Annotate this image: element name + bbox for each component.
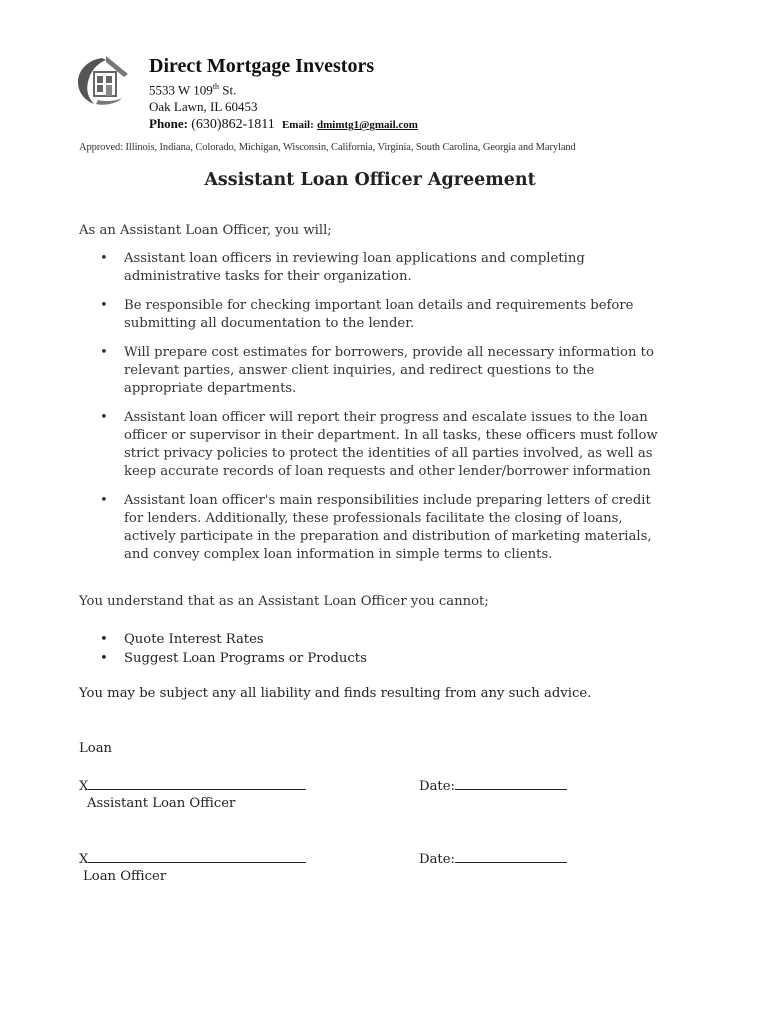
company-name: Direct Mortgage Investors [149,55,375,77]
restriction-text: Suggest Loan Programs or Products [124,651,367,666]
bullet: • [100,298,108,313]
list-item [100,630,367,649]
email-link[interactable]: dmimtg1@gmail.com [317,119,418,132]
list-item [100,297,670,333]
cannot-intro: You understand that as an Assistant Loan Officer you cannot; [79,594,489,609]
signature-x-mark: X [79,779,89,794]
assistant-date-field[interactable] [419,777,567,794]
approved-states: Approved: Illinois, Indiana, Colorado, Michigan, Wisconsin, California, Virginia, South Carolina, Georgia and Maryland [79,142,576,153]
duty-text: Assistant loan officers in reviewing loan applications and completing administrative tasks for their organization. [124,251,585,284]
bullet: • [100,410,108,425]
bullet: • [100,632,108,647]
phone-label: Phone: [149,116,188,132]
date-label: Date: [419,852,455,867]
date-blank[interactable] [455,850,567,863]
list-item [100,344,670,398]
company-city: Oak Lawn, IL 60453 [149,99,258,115]
duty-text: Be responsible for checking important loan details and requirements before submitting all documentation to the lender. [124,298,634,331]
phone-number: (630)862-1811 [191,117,275,133]
document-title: Assistant Loan Officer Agreement [204,170,536,190]
liability-statement: You may be subject any all liability and finds resulting from any such advice. [79,686,592,701]
duties-list [100,250,670,575]
officer-signature-line[interactable] [79,850,306,867]
bullet: • [100,651,108,666]
house-logo-icon [76,50,132,106]
list-item [100,649,367,668]
list-item [100,409,670,481]
date-label: Date: [419,779,455,794]
duty-text: Assistant loan officer will report their progress and escalate issues to the loan officer or supervisor in their department. In all tasks, these officers must follow strict privacy policies to protect the identities of all parties involved, as well as keep accurate records of loan requests and other lender/borrower information [124,410,658,479]
restrictions-list [100,630,367,668]
email-label: Email: [281,119,314,132]
signature-blank[interactable] [88,777,306,790]
address-street-tail: St. [219,82,237,98]
signature-x-mark: X [79,852,89,867]
list-item [100,492,670,564]
company-header [149,54,418,134]
duty-text: Will prepare cost estimates for borrowers, provide all necessary information to relevant parties, answer client inquiries, and redirect questions to the appropriate departments. [124,345,654,396]
officer-role-label: Loan Officer [83,869,167,884]
address-suffix: th [212,82,220,91]
assistant-role-label: Assistant Loan Officer [87,796,236,811]
list-item [100,250,670,286]
bullet: • [100,345,108,360]
duty-text: Assistant loan officer's main responsibilities include preparing letters of credit for lenders. Additionally, these professionals facilitate the closing of loans, actively participate in the preparation and distribution of marketing materials, and convey complex loan information in simple terms to clients. [124,493,652,562]
company-contact [149,115,418,134]
loan-label: Loan [79,741,113,756]
address-number: 5533 W 109 [149,82,213,98]
assistant-signature-line[interactable] [79,777,306,794]
restriction-text: Quote Interest Rates [124,632,264,647]
bullet: • [100,493,108,508]
signature-blank[interactable] [88,850,306,863]
date-blank[interactable] [455,777,567,790]
bullet: • [100,251,108,266]
officer-date-field[interactable] [419,850,567,867]
company-address [149,78,418,98]
company-logo [76,50,132,106]
intro-text: As an Assistant Loan Officer, you will; [79,223,332,238]
